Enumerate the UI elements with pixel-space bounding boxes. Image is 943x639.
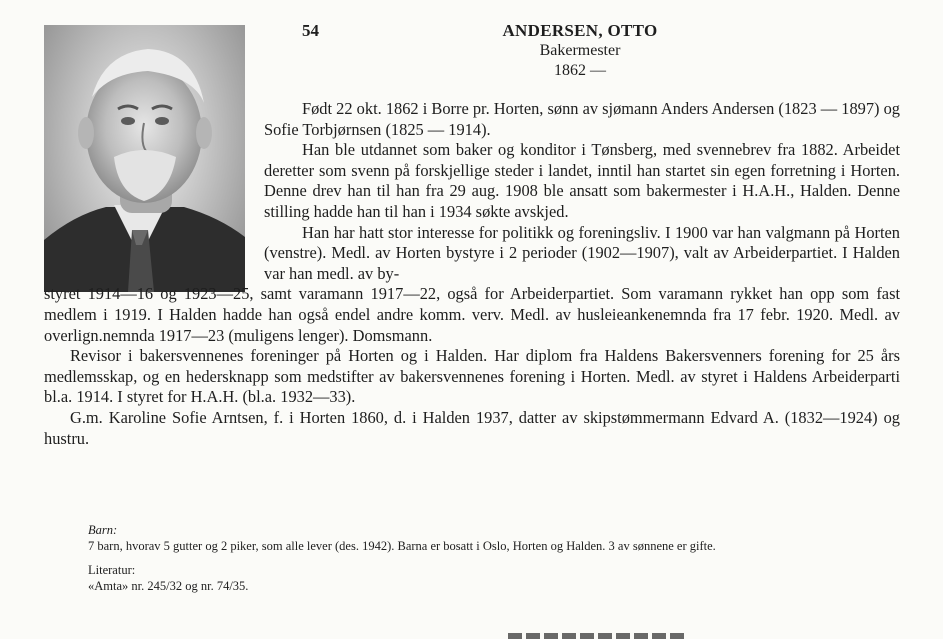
children-label: Barn: xyxy=(88,523,118,537)
person-years: 1862 — xyxy=(554,62,606,79)
biography-beside-photo xyxy=(44,99,900,284)
bio-paragraph-birth: Født 22 okt. 1862 i Borre pr. Horten, sønn av sjømann Anders Andersen (1823 — 1897) og Sofie Torbjørnsen (1825 — 1914). xyxy=(264,99,900,139)
literature-note xyxy=(88,562,900,594)
cut-off-next-heading xyxy=(508,633,686,639)
children-text: 7 barn, hvorav 5 gutter og 2 piker, som alle lever (des. 1942). Barna er bosatt i Oslo, Horten og Halden. 3 av sønnene er gifte. xyxy=(88,539,716,553)
person-occupation: Bakermester xyxy=(539,42,621,59)
biography xyxy=(44,99,900,449)
literature-text: «Amta» nr. 245/32 og nr. 74/35. xyxy=(88,579,249,593)
bio-paragraph-politics: Han har hatt stor interesse for politikk og foreningsliv. I 1900 var han valgmann på Horten (venstre). Medl. av Horten bystyre i 2 perioder (1902—1907), valt av Arbeiderpartiet. I Halden var han medl. av by- xyxy=(264,222,900,283)
bio-paragraph-career: Han ble utdannet som baker og konditor i Tønsberg, med svennebrev fra 1882. Arbeidet deretter som svenn på forskjellige steder i landet, inntil han startet sin egen forretning i Horten. Denne drev han til han fra 29 aug. 1908 ble ansatt som bakermester i H.A.H., Halden. Denne stilling hadde han til han i 1934 søkte avskjed. xyxy=(264,140,900,221)
entry-heading xyxy=(440,21,720,81)
notes-section xyxy=(88,522,900,602)
bio-paragraph-associations: Revisor i bakersvennenes foreninger på Horten og i Halden. Har diplom fra Haldens Bakersvenners forening for 25 års medlemsskap, og en hedersknapp som medstifter av bakersvennenes forening i Horten. Medl. av styret i Haldens Arbeiderparti bl.a. 1914. I styret for H.A.H. (bl.a. 1932—33). xyxy=(44,346,900,407)
children-note xyxy=(88,522,900,554)
person-name: ANDERSEN, OTTO xyxy=(502,21,658,40)
bio-paragraph-politics-continued: styret 1914—16 og 1923—25, samt varamann 1917—22, også for Arbeiderpartiet. Som varamann rykket han opp som fast medlem i 1919. I Halden hadde han også endel andre komm. verv. Medl. av husleieankenemnda fra 17 febr. 1920. Medl. av overlign.nemnda 1917—23 (muligens lenger). Domsmann. xyxy=(44,284,900,345)
literature-label: Literatur: xyxy=(88,563,136,577)
page-number: 54 xyxy=(302,21,319,40)
bio-paragraph-marriage: G.m. Karoline Sofie Arntsen, f. i Horten 1860, d. i Halden 1937, datter av skipstømmermann Edvard A. (1832—1924) og hustru. xyxy=(44,407,900,448)
